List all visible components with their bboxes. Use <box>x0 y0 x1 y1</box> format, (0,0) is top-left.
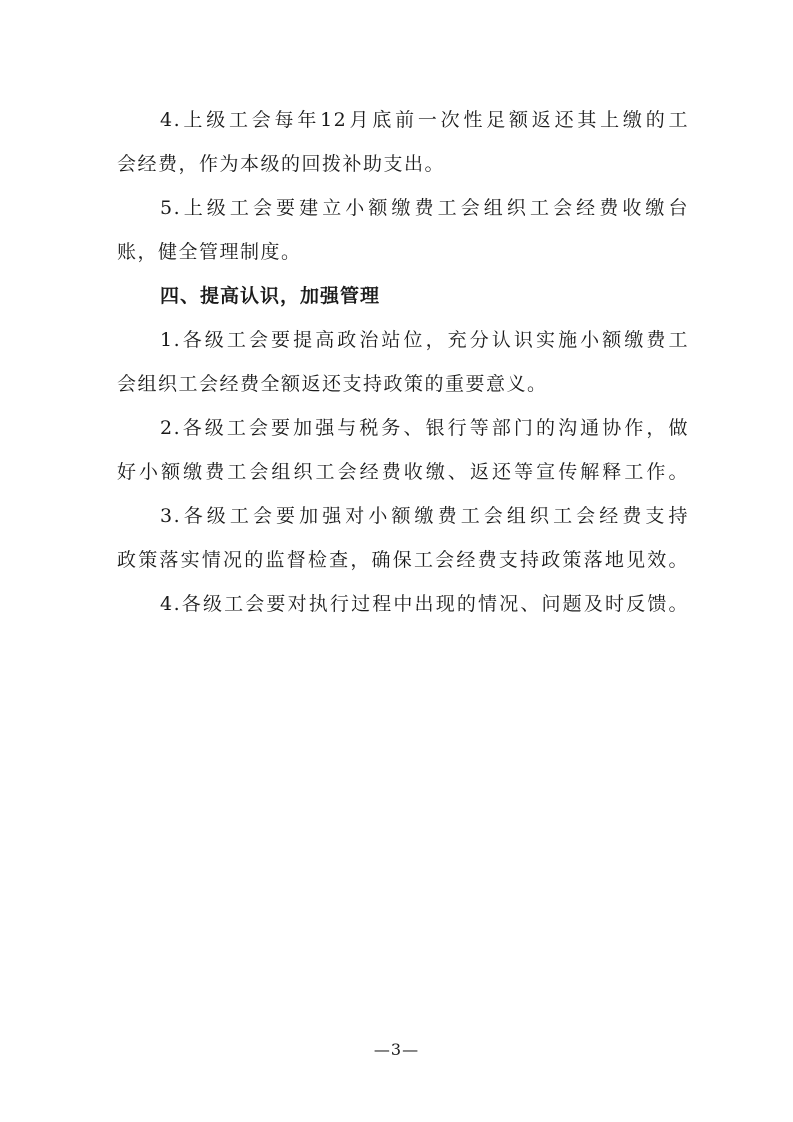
item-1-line-1: 1.各级工会要提高政治站位，充分认识实施小额缴费工 <box>160 329 689 351</box>
item-3-line-2: 政策落实情况的监督检查，确保工会经费支持政策落地见效。 <box>117 549 689 571</box>
paragraph-4-line-1: 4.上级工会每年12月底前一次性足额返还其上缴的工 <box>160 109 689 131</box>
item-2-line-1: 2.各级工会要加强与税务、银行等部门的沟通协作，做 <box>160 417 689 439</box>
item-2-line-2: 好小额缴费工会组织工会经费收缴、返还等宣传解释工作。 <box>117 461 689 483</box>
paragraph-5-line-2: 账，健全管理制度。 <box>117 241 302 263</box>
section-heading: 四、提高认识，加强管理 <box>160 285 381 307</box>
page-number: —3— <box>373 1040 420 1059</box>
paragraph-4-line-2: 会经费，作为本级的回拨补助支出。 <box>117 153 446 175</box>
item-4-line-1: 4.各级工会要对执行过程中出现的情况、问题及时反馈。 <box>160 593 689 615</box>
paragraph-5-line-1: 5.上级工会要建立小额缴费工会组织工会经费收缴台 <box>160 197 689 219</box>
item-1-line-2: 会组织工会经费全额返还支持政策的重要意义。 <box>117 373 548 395</box>
item-3-line-1: 3.各级工会要加强对小额缴费工会组织工会经费支持 <box>160 505 689 527</box>
